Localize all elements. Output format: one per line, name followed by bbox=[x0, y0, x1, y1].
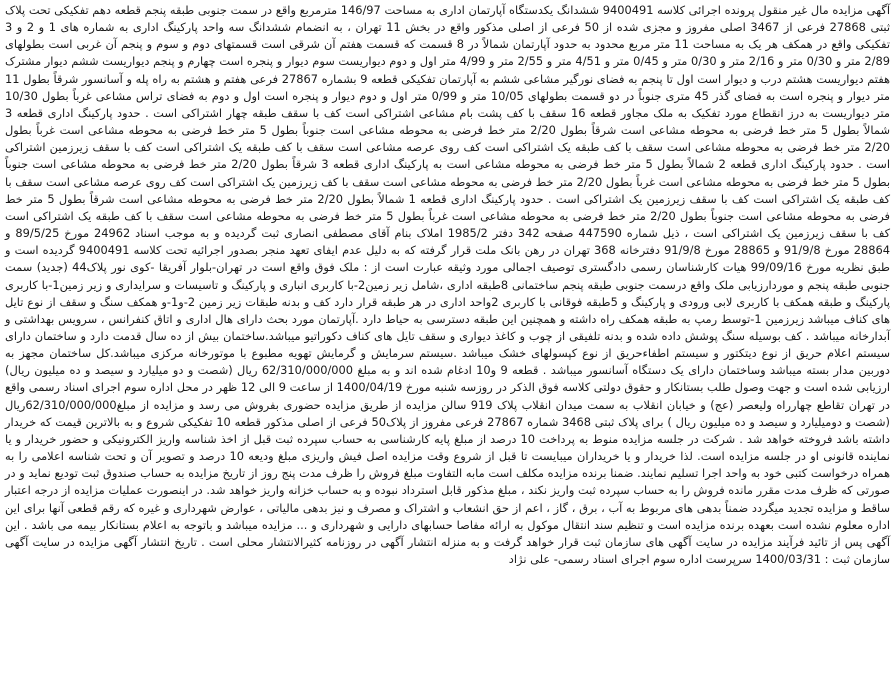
auction-notice-text: آگهی مزایده مال غیر منقول پرونده اجرائی کلاسه 9400491 ششدانگ یکدستگاه آپارتمان اداری به مساحت 146/97 مترمربع واقع در سمت جنوبی طبقه پنجم قطعه دهم تفکیکی تحت پلاک ثبتی 27868 فرعی از 3467 اصلی مفروز و مجزی شده از 50 فرعی از اصلی مذکور واقع در بخش 11 تهران ، به انضمام ششدانگ سه واحد پارکینگ اداری به شماره های 1 و 2 و 3 تفکیکی واقع در همکف هر یک به مساحت 11 متر مربع محدود به حدود آپارتمان شمالاً در 8 قسمت که قسمت هفتم آن شرقی است قسمتهای دوم و سوم و پنجم آن غربی است بطولهای 2/89 متر و 0/30 متر و 2/16 متر و 0/30 متر و 0/45 متر و 4/51 متر و 2/55 متر و 4/99 متر اول و دوم دیواریست سوم دیوار و پنجره است چهارم و پنجم دیواریست ششم دیوار مشترک هفتم دیواریست هشتم درب و دیوار است اول تا پنجم به فضای نورگیر مشاعی ششم به آپارتمان تفکیکی قطعه 9 بشماره 27867 فرعی هفتم و هشتم به راه پله و آسانسور شرقاً بطول 11 متر دیوار و پنجره است به فضای گذر 45 متری جنوباً در دو قسمت بطولهای 10/05 متر و 0/99 متر اول و دوم دیوار و پنجره است اول و دوم به فضای تراس مشاعی غرباً بطول 10/30 متر دیواریست به درز انقطاع مورد تفکیک به ملک مجاور قطعه 16 سقف با کف پشت بام مشاعی اشتراکی است کف با سقف طبقه چهار اشتراکی است . حدود پارکینگ اداری قطعه 3 شمالاً بطول 5 متر خط فرضی به محوطه مشاعی است شرقاً بطول 2/20 متر خط فرضی به محوطه مشاعی است جنوباً بطول 5 متر خط فرضی به محوطه مشاعی است غرباً بطول 2/20 متر خط فرضی به محوطه مشاعی است سقف با کف طبقه یک اشتراکی است کف روی عرصه مشاعی است سقف با کف طبقه یک اشتراکی است کف با سقف زیرزمین اشتراکی است . حدود پارکینگ اداری قطعه 2 شمالاً بطول 5 متر خط فرضی به محوطه مشاعی است به پارکینگ اداری قطعه 3 شرقاً بطول 2/20 متر خط فرضی به محوطه مشاعی است جنوباً بطول 5 متر خط فرضی به محوطه مشاعی است غرباً بطول 2/20 متر خط فرضی به محوطه مشاعی است سقف با کف زیرزمین یک اشتراکی است کف روی عرصه مشاعی است سقف با کف طبقه یک اشتراکی است کف با سقف زیرزمین یک اشتراکی است . حدود پارکینگ اداری قطعه 1 شمالاً بطول 2/20 متر خط فرضی به محوطه مشاعی است شرقاً بطول 5 متر خط فرضی به محوطه مشاعی است جنوباً بطول 2/20 متر خط فرضی به محوطه مشاعی است غرباً بطول 5 متر خط فرضی به محوطه مشاعی است سقف با کف طبقه یک اشتراکی است کف با سقف زیرزمین یک اشتراکی است ، ذیل شماره 447590 صفحه 342 دفتر 1985/2 املاک بنام آقای مصطفی انصاری ثبت گردیده و به موجب اسناد 24962 مورخ 89/5/25 و 28864 مورخ 91/9/8 و 28865 مورخ 91/9/8 دفترخانه 368 تهران در رهن بانک ملت قرار گرفته که به دلیل عدم ایفای تعهد منجر بصدور اجرائیه تحت کلاسه 9400491 گردیده است و طبق نظریه مورخ 99/09/16 هیات کارشناسان رسمی دادگستری توصیف اجمالی مورد وثیقه عبارت است از : ملک فوق واقع است در تهران-بلوار آفریقا -کوی نور پلاک44 (جدید) سمت جنوبی طبقه پنجم و موردارزیابی ملک واقع درسمت جنوبی طبقه پنجم ساختمانی 8طبقه اداری ،شامل زیر زمین2-با کاربری انباری و پارکینگ و تاسیسات و سرایداری و زیر زمین1-با کاربری پارکینگ و طبقه همکف با کاربری لابی ورودی و پارکینگ و 5طبقه فوقانی با کاربری 2واحد اداری در هر طبقه قرار دارد کف و بدنه طبقات زیر زمین 2-و1-و همکف سنگ و سقف از نوع تایل های کناف میباشد زیرزمین 1-توسط رمپ به طبقه همکف راه داشته و همچنین این طبقه دسترسی به حیاط دارد .آپارتمان مورد بحث دارای هال اداری و اتاق کنفرانس ، سرویس بهداشتی و آبدارخانه میباشد . کف بوسیله سنگ پوشش داده شده و بدنه تلفیقی از چوب و کاغذ دیواری و سقف تایل های کناف دکوراتیو میباشد.ساختمان بیش از ده سال قدمت دارد و ساختمان دارای سیستم اعلام حریق از نوع دیتکتور و سیستم اطفاءحریق از نوع کپسولهای خشک میباشد .سیستم سرمایش و گرمایش تهویه مطبوع با موتورخانه مرکزی میباشد.کل ساختمان مجهز به دوربین مدار بسته میباشد وساختمان دارای یک دستگاه آسانسور میباشد . قطعه 9 و10 ادغام شده اند و به مبلغ 62/310/000/000 ریال (شصت و دو میلیارد و سیصد و ده میلیون ریال) ارزیابی شده است و جهت وصول طلب بستانکار و حقوق دولتی کلاسه فوق الذکر در روزسه شنبه مورخ 1400/04/19 از ساعت 9 الی 12 ظهر در محل اداره سوم اجرای اسناد رسمی واقع در تهران تقاطع چهارراه ولیعصر (عج) و خیابان انقلاب به سمت میدان انقلاب پلاک 919 سالن مزایده از طریق مزایده حضوری بفروش می رسد و مزایده از مبلغ62/310/000/000ریال (شصت و دومیلیارد و سیصد و ده میلیون ریال ) برای پلاک ثبتی 3468 شماره 27867 فرعی مفروز از پلاک50 فرعی از اصلی مذکور قطعه 10 تفکیکی شروع و به بالاترین قیمت که خریدار داشته باشد فروخته خواهد شد . شرکت در جلسه مزایده منوط به پرداخت 10 درصد از مبلغ پایه کارشناسی به حساب سپرده ثبت قبل از اخذ شناسه واریز الکترونیکی و حضور خریدار و یا نماینده قانونی او در جلسه مزایده است. لذا خریدار و یا خریداران میبایست تا قبل از شروع وقت مزایده اصل فیش واریزی مبلغ ودیعه 10 درصد و تصویر آن و تحت شناسه اعلامی را به همراه درخواست کتبی خود به واحد اجرا تسلیم نمایند. ضمنا برنده مزایده مکلف است مابه التفاوت مبلغ فروش را ظرف مدت پنج روز از تاریخ مزایده به حساب صندوق ثبت تودیع نماید و در صورتی که ظرف مدت مقرر مانده فروش را به حساب سپرده ثبت واریز نکند ، مبلغ مذکور قابل استرداد نبوده و به حساب خزانه واریز خواهد شد. در اینصورت عملیات مزایده از درجه اعتبار ساقط و مزایده تجدید میگردد ضمناً بدهی های مربوط به آب ، برق ، گاز ، اعم از حق انشعاب و اشتراک و مصرف و نیز بدهی مالیاتی ، عوارض شهرداری و غیره که رقم قطعی آنها برای این اداره معلوم نشده است بعهده برنده مزایده است و تنظیم سند انتقال موکول به ارائه مفاصا حسابهای دارایی و شهرداری و ... مزایده میباشد و باتوجه به اعلام بستانکار بیمه می باشد . این آگهی پس از تائید فرآیند مزایده در سایت آگهی های سازمان ثبت قرار خواهد گرفت و به منزله انتشار آگهی در روزنامه کثیرالانتشار محلی است . تاریخ انتشار آگهی مزایده در سایت آگهی سازمان ثبت : 1400/03/31 سرپرست اداره سوم اجرای اسناد رسمی- علی نژاد bbox=[5, 3, 891, 566]
